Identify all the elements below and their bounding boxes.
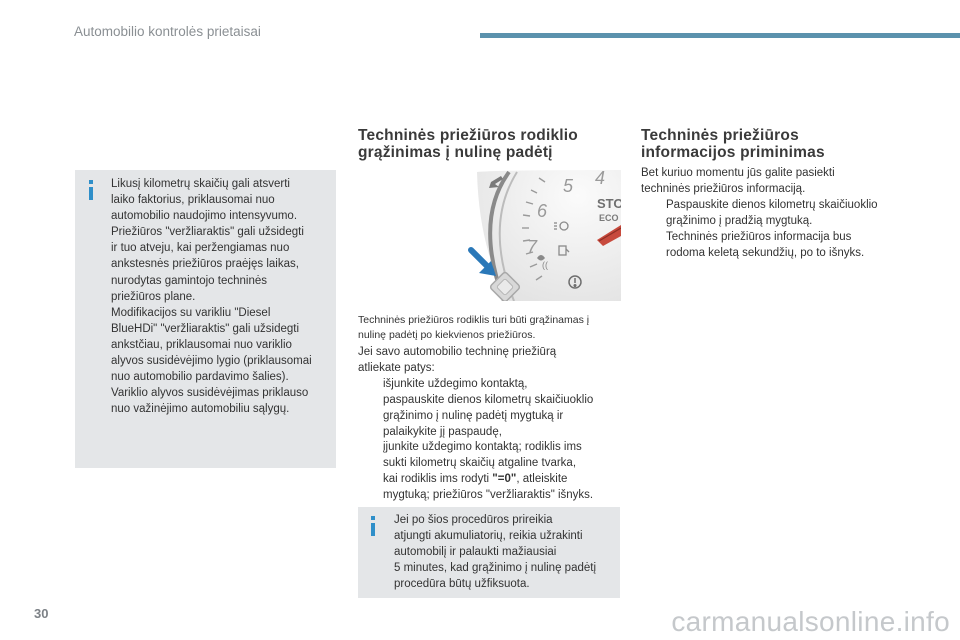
step-item: Paspauskite dienos kilometrų skaičiuoklio grąžinimo į pradžią mygtuką. Techninės priežiūros informacija bus rodoma keletą sekundžių, po to išnyks. xyxy=(666,198,878,259)
section-title-reminder: Techninės priežiūros informacijos priminimas xyxy=(641,127,825,161)
section-title-reset: Techninės priežiūros rodiklio grąžinimas į nulinę padėtį xyxy=(358,127,578,161)
info-icon xyxy=(89,180,93,200)
gauge-label-4: 4 xyxy=(595,170,606,188)
info-box-left-text: Likusį kilometrų skaičių gali atsverti laiko faktorius, priklausomai nuo automobilio naudojimo intensyvumo. Priežiūros "veržliaraktis" gali užsidegti ir tuo atveju, kai peržengiamas nuo ankstesnės priežiūros praėjęs laikas, nurodytas gamintojo techninės priežiūros plane. Modifikacijos su varikliu "Diesel BlueHDi" "veržliaraktis" gali užsidegti ankstčiau, priklausomai nuo variklio alyvos susidėvėjimo lygio (priklausomai nuo automobilio pardavimo šalies). Variklio alyvos susidėvėjimas priklauso nuo važinėjimo automobiliu sąlygų. xyxy=(111,178,312,416)
reminder-instructions: Bet kuriuo momentu jūs galite pasiekti techninės priežiūros informaciją. Paspauskite dienos kilometrų skaičiuoklio grąžinimo į pradžią mygtuką. Techninės priežiūros informacija bus rodoma keletą sekundžių, po to išnyks. xyxy=(641,166,916,261)
info-box-bottom-text: Jei po šios procedūros prireikia atjungti akumuliatorių, reikia užrakinti automobilį ir palaukti mažiausiai 5 minutes, kad grąžinimo į nulinę padėtį procedūra būtų užfiksuota. xyxy=(394,514,597,591)
gauge-label-7: 7 xyxy=(527,237,538,257)
info-box-bottom xyxy=(358,507,620,598)
instrument-cluster-figure xyxy=(359,170,621,301)
page-number: 30 xyxy=(34,606,49,621)
figure-caption: Techninės priežiūros rodiklis turi būti grąžinamas į nulinę padėtį po kiekvienos priežiūros. xyxy=(358,314,590,341)
stop-label: STO xyxy=(597,196,621,211)
gauge-label-6: 6 xyxy=(537,201,548,221)
info-icon xyxy=(371,516,375,536)
watermark: carmanualsonline.info xyxy=(671,606,950,637)
step-item: kai rodiklis ims rodyti "=0", atleiskite mygtuką; priežiūros "veržliaraktis" išnyks. xyxy=(383,473,594,502)
step-item: įjunkite uždegimo kontaktą; rodiklis ims sukti kilometrų skaičių atgaline tvarka, xyxy=(383,441,582,470)
reset-instructions: Jei savo automobilio techninę priežiūrą atliekate patys: išjunkite uždegimo kontaktą, paspauskite dienos kilometrų skaičiuoklio grąžinimo į nulinę padėtį mygtuką ir palaikykite jį paspaudę, įjunkite uždegimo kontaktą; rodiklis ims sukti kilometrų skaičių atgaline tvarka, kai rodiklis ims rodyti "=0", atleiskite mygtuką; priežiūros "veržliaraktis" išnyks. xyxy=(358,345,623,504)
svg-text:((: (( xyxy=(542,260,548,270)
info-box-left xyxy=(75,170,336,468)
step-item: išjunkite uždegimo kontaktą, xyxy=(383,377,528,390)
eco-label: ECO xyxy=(599,213,619,223)
step-item: paspauskite dienos kilometrų skaičiuoklio grąžinimo į nulinę padėtį mygtuką ir palaikykite jį paspaudę, xyxy=(383,393,594,438)
gauge-label-5: 5 xyxy=(563,176,574,196)
page-header-title: Automobilio kontrolės prietaisai xyxy=(74,24,261,39)
header-accent-bar xyxy=(480,33,960,38)
